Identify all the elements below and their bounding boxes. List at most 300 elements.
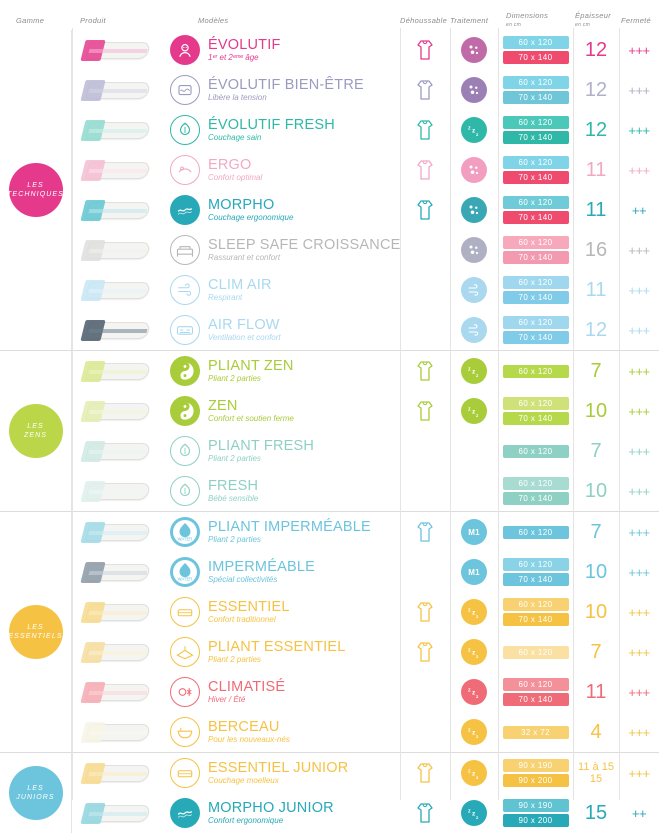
- produit-photo: [72, 190, 162, 230]
- fermete-cell: [619, 30, 659, 70]
- traitement-badge-zzz: [461, 800, 487, 826]
- produit-photo: [72, 270, 162, 310]
- svg-text:z: z: [472, 609, 476, 617]
- svg-text:z: z: [468, 647, 471, 654]
- gamme-cell: [0, 351, 72, 511]
- modele-name: PLIANT ZEN: [208, 357, 294, 374]
- dimension-chip: 60 x 120: [503, 236, 569, 249]
- mattress-image: [81, 679, 153, 705]
- modele-name: MORPHO JUNIOR: [208, 799, 334, 816]
- modele-cell[interactable]: [162, 592, 400, 632]
- traitement-cell: [450, 230, 498, 270]
- dimensions-cell: [498, 632, 573, 672]
- fermete-value: +++: [628, 403, 650, 419]
- produit-photo: [72, 70, 162, 110]
- traitement-badge-m1: M1: [461, 519, 487, 545]
- dimensions-cell: [498, 351, 573, 391]
- fermete-value: +++: [628, 564, 650, 580]
- modele-subtitle: Respirant: [208, 292, 243, 302]
- fermete-value: +++: [628, 724, 650, 740]
- mattress-image: [81, 37, 153, 63]
- fermete-value: +++: [628, 322, 650, 338]
- modele-subtitle: Pour les nouveaux-nés: [208, 734, 290, 744]
- mattress-image: [81, 760, 153, 786]
- gamme-label-line1: LES: [27, 785, 44, 792]
- fermete-cell: [619, 431, 659, 471]
- table-row[interactable]: [72, 431, 659, 471]
- svg-text:WATER: WATER: [177, 536, 193, 542]
- morpho-icon: [170, 798, 200, 828]
- epaisseur-value: 12: [584, 39, 608, 61]
- dimension-chip: 60 x 120: [503, 598, 569, 611]
- dimension-chip: 60 x 120: [503, 558, 569, 571]
- traitement-badge-dots: [461, 37, 487, 63]
- traitement-cell: [450, 310, 498, 350]
- dehoussable-cell: [400, 712, 450, 752]
- svg-text:z: z: [476, 654, 479, 659]
- mattress-image: [81, 197, 153, 223]
- epaisseur-value: 7: [590, 521, 602, 543]
- svg-text:z: z: [476, 413, 479, 418]
- dimensions-cell: [498, 150, 573, 190]
- fresh-icon: [170, 476, 200, 506]
- traitement-badge-dots: [461, 237, 487, 263]
- epaisseur-cell: [573, 793, 619, 833]
- dimensions-cell: [498, 753, 573, 793]
- dimension-chip: 70 x 140: [503, 251, 569, 264]
- traitement-badge-air: [461, 317, 487, 343]
- dehoussable-cell: [400, 150, 450, 190]
- modele-subtitle: Pliant 2 parties: [208, 534, 261, 544]
- svg-text:z: z: [472, 408, 476, 416]
- traitement-badge-zzz: [461, 358, 487, 384]
- modele-cell[interactable]: [162, 512, 400, 552]
- modele-cell[interactable]: [162, 270, 400, 310]
- gamme-group: [0, 30, 659, 350]
- dimensions-cell: [498, 230, 573, 270]
- fermete-value: +++: [628, 483, 650, 499]
- fermete-cell: [619, 471, 659, 511]
- waterproof-icon: [170, 557, 200, 587]
- essentiel-icon: [170, 597, 200, 627]
- fermete-value: +++: [628, 162, 650, 178]
- modele-name: CLIMATISÉ: [208, 678, 286, 695]
- svg-text:z: z: [472, 368, 476, 376]
- gamme-badge: [9, 404, 63, 458]
- table-row[interactable]: [72, 471, 659, 511]
- svg-text:z: z: [476, 815, 479, 820]
- modele-cell[interactable]: [162, 310, 400, 350]
- modele-cell[interactable]: [162, 110, 400, 150]
- epaisseur-value: 12: [584, 79, 608, 101]
- epaisseur-value: 12: [584, 319, 608, 341]
- epaisseur-cell: [573, 753, 619, 793]
- dimension-chip: 70 x 140: [503, 492, 569, 505]
- header-produit: Produit: [80, 16, 106, 25]
- traitement-badge-zzz: [461, 760, 487, 786]
- epaisseur-value: 11: [585, 681, 607, 703]
- fermete-cell: [619, 70, 659, 110]
- modele-name: BERCEAU: [208, 718, 280, 735]
- modele-name: ÉVOLUTIF: [208, 36, 281, 53]
- gamme-rows: [72, 753, 659, 833]
- produit-photo: [72, 150, 162, 190]
- morpho-icon: [170, 195, 200, 225]
- table-row[interactable]: [72, 512, 659, 552]
- produit-photo: [72, 753, 162, 793]
- gamme-group: [0, 511, 659, 752]
- modele-subtitle: Pliant 2 parties: [208, 654, 261, 664]
- traitement-cell: [450, 270, 498, 310]
- table-row[interactable]: [72, 552, 659, 592]
- gamme-group: [0, 752, 659, 833]
- modele-subtitle: Bébé sensible: [208, 493, 259, 503]
- epaisseur-cell: [573, 712, 619, 752]
- table-row[interactable]: [72, 391, 659, 431]
- fermete-cell: [619, 632, 659, 672]
- produit-photo: [72, 793, 162, 833]
- table-row[interactable]: [72, 230, 659, 270]
- produit-photo: [72, 471, 162, 511]
- table-row[interactable]: [72, 310, 659, 350]
- svg-text:z: z: [476, 132, 479, 137]
- fold-icon: [170, 637, 200, 667]
- gamme-label-line1: LES: [27, 182, 44, 189]
- svg-text:z: z: [476, 775, 479, 780]
- modele-name: ZEN: [208, 397, 238, 414]
- dehoussable-icon: [414, 117, 436, 143]
- header-fermete: Fermeté: [621, 16, 652, 25]
- fermete-value: +++: [628, 82, 650, 98]
- produit-photo: [72, 552, 162, 592]
- modele-name: MORPHO: [208, 196, 275, 213]
- dehoussable-cell: [400, 190, 450, 230]
- header-gamme: Gamme: [16, 16, 45, 25]
- modele-cell[interactable]: [162, 471, 400, 511]
- produit-photo: [72, 672, 162, 712]
- modele-name: ÉVOLUTIF BIEN-ÊTRE: [208, 76, 364, 93]
- gamme-label-line2: JUNIORS: [16, 794, 55, 801]
- dimension-chip: 70 x 140: [503, 613, 569, 626]
- traitement-cell: [450, 552, 498, 592]
- produit-photo: [72, 512, 162, 552]
- gamme-label-line1: LES: [27, 423, 44, 430]
- produit-photo: [72, 230, 162, 270]
- traitement-cell: [450, 512, 498, 552]
- fermete-cell: [619, 592, 659, 632]
- svg-text:z: z: [472, 810, 476, 818]
- fermete-value: +++: [628, 242, 650, 258]
- traitement-cell: [450, 672, 498, 712]
- gamme-cell: [0, 753, 72, 833]
- modele-subtitle: Rassurant et confort: [208, 252, 281, 262]
- fermete-value: +++: [628, 765, 650, 781]
- dimension-chip: 70 x 140: [503, 693, 569, 706]
- svg-text:z: z: [468, 607, 471, 614]
- mattress-image: [81, 317, 153, 343]
- epaisseur-cell: [573, 190, 619, 230]
- dehoussable-cell: [400, 793, 450, 833]
- produit-photo: [72, 712, 162, 752]
- epaisseur-value: 11 à 15 15: [578, 761, 614, 785]
- epaisseur-cell: [573, 351, 619, 391]
- dehoussable-cell: [400, 552, 450, 592]
- dimension-chip: 60 x 120: [503, 646, 569, 659]
- traitement-badge-zzz: [461, 639, 487, 665]
- dimension-chip: 32 x 72: [503, 726, 569, 739]
- table-row[interactable]: [72, 793, 659, 833]
- modele-cell[interactable]: [162, 753, 400, 793]
- mattress-image: [81, 478, 153, 504]
- modele-text: [208, 238, 401, 263]
- table-row[interactable]: [72, 712, 659, 752]
- table-row[interactable]: [72, 150, 659, 190]
- modele-cell[interactable]: [162, 712, 400, 752]
- svg-text:z: z: [468, 768, 471, 775]
- dehoussable-cell: [400, 592, 450, 632]
- fermete-cell: [619, 793, 659, 833]
- modele-cell[interactable]: [162, 391, 400, 431]
- gamme-label-line2: ESSENTIELS: [8, 633, 63, 640]
- modele-name: ÉVOLUTIF FRESH: [208, 116, 335, 133]
- essentiel-icon: [170, 758, 200, 788]
- bed-icon: [170, 235, 200, 265]
- modele-cell[interactable]: [162, 30, 400, 70]
- modele-subtitle: Confort traditionnel: [208, 614, 276, 624]
- modele-text: [208, 761, 348, 786]
- traitement-badge-zzz: [461, 599, 487, 625]
- yin-yang-icon: [170, 396, 200, 426]
- epaisseur-cell: [573, 30, 619, 70]
- modele-name: SLEEP SAFE CROISSANCE: [208, 236, 401, 253]
- svg-text:z: z: [468, 808, 471, 815]
- dimensions-cell: [498, 512, 573, 552]
- table-row[interactable]: [72, 592, 659, 632]
- fermete-cell: [619, 512, 659, 552]
- table-row[interactable]: [72, 70, 659, 110]
- modele-text: [208, 198, 293, 223]
- dehoussable-icon: [414, 800, 436, 826]
- modele-text: [208, 38, 281, 63]
- svg-text:z: z: [472, 127, 476, 135]
- dehoussable-icon: [414, 519, 436, 545]
- dimensions-cell: [498, 552, 573, 592]
- modele-subtitle: Pliant 2 parties: [208, 373, 261, 383]
- traitement-cell: [450, 793, 498, 833]
- traitement-cell: [450, 150, 498, 190]
- modele-name: IMPERMÉABLE: [208, 558, 315, 575]
- produit-photo: [72, 431, 162, 471]
- traitement-cell: [450, 70, 498, 110]
- dimension-chip: 60 x 120: [503, 526, 569, 539]
- modele-cell[interactable]: [162, 351, 400, 391]
- dimension-chip: 90 x 190: [503, 759, 569, 772]
- modele-subtitle: 1ᵉʳ et 2ᵉᵐᵉ âge: [208, 52, 259, 62]
- dehoussable-cell: [400, 431, 450, 471]
- epaisseur-cell: [573, 512, 619, 552]
- modele-name: ESSENTIEL: [208, 598, 290, 615]
- traitement-cell: [450, 632, 498, 672]
- dimensions-cell: [498, 391, 573, 431]
- traitement-cell: [450, 471, 498, 511]
- modele-subtitle: Confort optimal: [208, 172, 263, 182]
- dehoussable-cell: [400, 471, 450, 511]
- modele-cell[interactable]: [162, 150, 400, 190]
- epaisseur-cell: [573, 552, 619, 592]
- modele-cell[interactable]: [162, 230, 400, 270]
- fermete-cell: [619, 270, 659, 310]
- fermete-cell: [619, 310, 659, 350]
- svg-text:z: z: [476, 614, 479, 619]
- gamme-badge: [9, 605, 63, 659]
- epaisseur-value: 10: [584, 561, 608, 583]
- table-row[interactable]: [72, 30, 659, 70]
- modele-text: [208, 720, 290, 745]
- modele-subtitle: Confort et soutien ferme: [208, 413, 294, 423]
- traitement-badge-dots: [461, 197, 487, 223]
- modele-subtitle: Ventilation et confort: [208, 332, 281, 342]
- dimension-chip: 60 x 120: [503, 316, 569, 329]
- dehoussable-icon: [414, 639, 436, 665]
- dimension-chip: 60 x 120: [503, 678, 569, 691]
- epaisseur-cell: [573, 310, 619, 350]
- dimension-chip: 90 x 200: [503, 774, 569, 787]
- table-header: [0, 0, 659, 30]
- modele-cell[interactable]: [162, 632, 400, 672]
- modele-cell[interactable]: [162, 672, 400, 712]
- gamme-badge: [9, 163, 63, 217]
- fermete-cell: [619, 753, 659, 793]
- mattress-image: [81, 719, 153, 745]
- modele-cell[interactable]: [162, 431, 400, 471]
- modele-cell[interactable]: [162, 552, 400, 592]
- fermete-value: +++: [628, 42, 650, 58]
- table-row[interactable]: [72, 351, 659, 391]
- epaisseur-value: 7: [590, 641, 602, 663]
- epaisseur-cell: [573, 270, 619, 310]
- fermete-cell: [619, 712, 659, 752]
- yin-yang-icon: [170, 356, 200, 386]
- dehoussable-cell: [400, 672, 450, 712]
- header-dimensions: Dimensions en cm: [506, 11, 549, 28]
- modele-text: [208, 640, 346, 665]
- traitement-cell: [450, 753, 498, 793]
- fermete-cell: [619, 110, 659, 150]
- modele-name: ESSENTIEL JUNIOR: [208, 759, 349, 776]
- dehoussable-icon: [414, 599, 436, 625]
- dimensions-cell: [498, 30, 573, 70]
- epaisseur-cell: [573, 431, 619, 471]
- produit-photo: [72, 110, 162, 150]
- dehoussable-cell: [400, 30, 450, 70]
- table-body: [0, 30, 659, 833]
- epaisseur-value: 15: [584, 802, 608, 824]
- dehoussable-cell: [400, 70, 450, 110]
- modele-name: PLIANT IMPERMÉABLE: [208, 518, 371, 535]
- table-row[interactable]: [72, 632, 659, 672]
- traitement-badge-zzz: [461, 719, 487, 745]
- dimension-chip: 90 x 200: [503, 814, 569, 827]
- traitement-badge-dots: [461, 77, 487, 103]
- gamme-rows: [72, 351, 659, 511]
- fermete-value: +++: [628, 684, 650, 700]
- dimensions-cell: [498, 190, 573, 230]
- traitement-badge-zzz: [461, 117, 487, 143]
- dimension-chip: 70 x 140: [503, 331, 569, 344]
- mattress-image: [81, 77, 153, 103]
- fermete-cell: [619, 672, 659, 712]
- dehoussable-cell: [400, 351, 450, 391]
- traitement-cell: [450, 110, 498, 150]
- dimension-chip: 70 x 140: [503, 211, 569, 224]
- table-row[interactable]: [72, 753, 659, 793]
- table-row[interactable]: [72, 110, 659, 150]
- modele-cell[interactable]: [162, 190, 400, 230]
- gamme-rows: [72, 512, 659, 752]
- svg-text:WATER: WATER: [177, 576, 193, 582]
- dehoussable-icon: [414, 77, 436, 103]
- epaisseur-cell: [573, 471, 619, 511]
- fermete-value: +++: [628, 282, 650, 298]
- modele-text: [208, 158, 262, 183]
- modele-name: FRESH: [208, 477, 259, 494]
- dimension-chip: 70 x 140: [503, 291, 569, 304]
- dimension-chip: 70 x 140: [503, 51, 569, 64]
- fermete-value: +++: [628, 443, 650, 459]
- table-row[interactable]: [72, 672, 659, 712]
- traitement-cell: [450, 351, 498, 391]
- dimension-chip: 90 x 190: [503, 799, 569, 812]
- produit-photo: [72, 592, 162, 632]
- fermete-value: +++: [628, 644, 650, 660]
- gamme-cell: [0, 512, 72, 752]
- dimensions-cell: [498, 471, 573, 511]
- gamme-label-line1: LES: [27, 624, 44, 631]
- svg-text:z: z: [476, 694, 479, 699]
- dehoussable-cell: [400, 632, 450, 672]
- produit-photo: [72, 351, 162, 391]
- dimensions-cell: [498, 70, 573, 110]
- header-traitement: Traitement: [450, 16, 489, 25]
- modele-name: CLIM AIR: [208, 276, 272, 293]
- fermete-cell: [619, 552, 659, 592]
- dimensions-cell: [498, 431, 573, 471]
- fermete-cell: [619, 391, 659, 431]
- dimension-chip: 60 x 120: [503, 397, 569, 410]
- table-row[interactable]: [72, 270, 659, 310]
- modele-subtitle: Spécial collectivités: [208, 574, 278, 584]
- modele-text: [208, 439, 314, 464]
- fresh-icon: [170, 115, 200, 145]
- svg-text:z: z: [468, 125, 471, 132]
- epaisseur-cell: [573, 70, 619, 110]
- svg-text:z: z: [468, 406, 471, 413]
- modele-cell[interactable]: [162, 793, 400, 833]
- traitement-cell: [450, 30, 498, 70]
- epaisseur-value: 11: [585, 159, 607, 181]
- mattress-image: [81, 519, 153, 545]
- mattress-image: [81, 398, 153, 424]
- traitement-badge-m1: M1: [461, 559, 487, 585]
- dehoussable-icon: [414, 197, 436, 223]
- mattress-image: [81, 358, 153, 384]
- mattress-image: [81, 237, 153, 263]
- svg-text:z: z: [468, 687, 471, 694]
- header-dehoussable: Déhoussable: [400, 16, 448, 25]
- table-row[interactable]: [72, 190, 659, 230]
- modele-cell[interactable]: [162, 70, 400, 110]
- fermete-value: +++: [628, 524, 650, 540]
